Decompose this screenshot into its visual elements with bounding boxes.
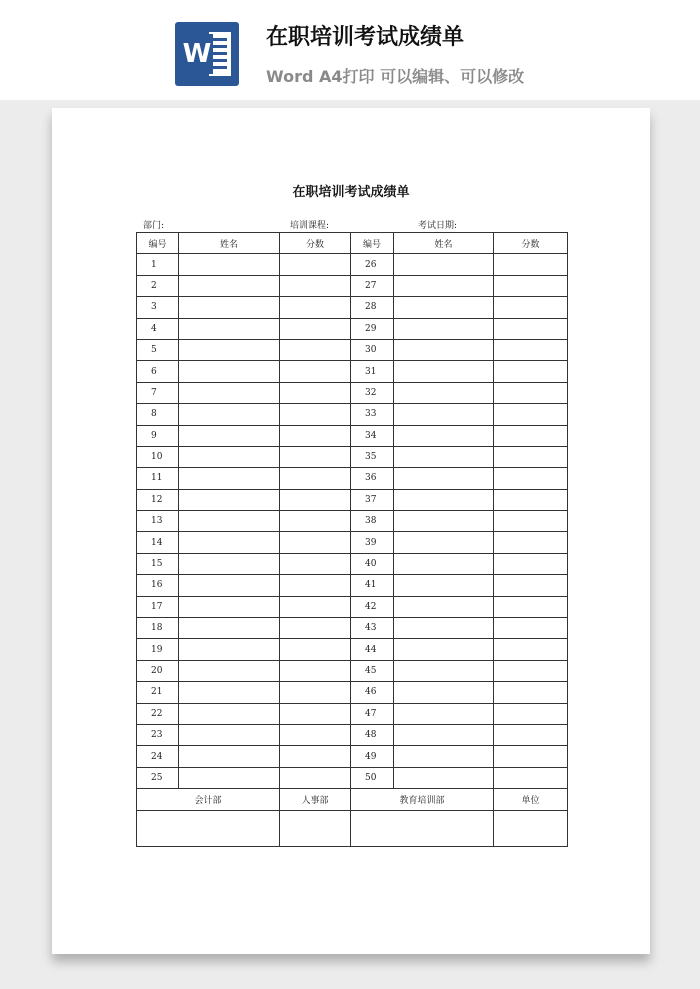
name-cell[interactable] [394,575,494,596]
row-id-right: 30 [351,339,394,360]
signoff-accounting-label: 会计部 [137,789,280,810]
document-title: 在职培训考试成绩单 [292,185,410,200]
score-cell[interactable] [280,724,351,745]
name-cell[interactable] [394,297,494,318]
score-cell[interactable] [494,660,568,681]
score-cell[interactable] [494,275,568,296]
signoff-unit-cell[interactable] [494,810,568,846]
name-cell[interactable] [394,660,494,681]
table-header-row [137,233,568,254]
name-cell[interactable] [394,703,494,724]
name-cell[interactable] [179,618,280,639]
row-id-left: 14 [137,532,179,553]
header-id: 编号 [351,233,394,254]
table-row [137,703,568,724]
row-id-left: 6 [137,361,179,382]
score-cell[interactable] [494,553,568,574]
row-id-right: 34 [351,425,394,446]
row-id-left: 19 [137,639,179,660]
name-cell[interactable] [394,746,494,767]
table-row [137,575,568,596]
table-row [137,425,568,446]
row-id-left: 13 [137,511,179,532]
document-page [52,108,650,954]
score-cell[interactable] [280,297,351,318]
table-row [137,511,568,532]
row-id-left: 9 [137,425,179,446]
table-row [137,660,568,681]
score-cell[interactable] [494,596,568,617]
score-table-body [137,233,568,847]
table-row [137,618,568,639]
signoff-row [137,810,568,846]
signoff-header-row [137,789,568,810]
header-name: 姓名 [394,233,494,254]
score-table [136,232,568,847]
name-cell[interactable] [179,746,280,767]
name-cell[interactable] [179,446,280,467]
banner-subtitle: Word A4打印 可以编辑、可以修改 [266,67,525,86]
row-id-left: 8 [137,404,179,425]
score-cell[interactable] [494,575,568,596]
signoff-training-label: 教育培训部 [351,789,494,810]
name-cell[interactable] [179,425,280,446]
name-cell[interactable] [394,382,494,403]
score-cell[interactable] [494,339,568,360]
score-cell[interactable] [280,703,351,724]
table-row [137,553,568,574]
score-cell[interactable] [280,618,351,639]
score-cell[interactable] [494,361,568,382]
name-cell[interactable] [179,297,280,318]
row-id-left: 1 [137,254,179,275]
row-id-left: 21 [137,682,179,703]
name-cell[interactable] [179,532,280,553]
table-row [137,639,568,660]
name-cell[interactable] [394,254,494,275]
row-id-right: 38 [351,511,394,532]
table-row [137,767,568,788]
name-cell[interactable] [179,596,280,617]
exam-date-label: 考试日期: [418,221,458,231]
row-id-right: 41 [351,575,394,596]
score-cell[interactable] [280,553,351,574]
banner [0,0,700,100]
row-id-right: 29 [351,318,394,339]
name-cell[interactable] [394,511,494,532]
row-id-left: 12 [137,489,179,510]
row-id-left: 4 [137,318,179,339]
row-id-right: 46 [351,682,394,703]
score-cell[interactable] [280,511,351,532]
score-cell[interactable] [494,532,568,553]
name-cell[interactable] [394,618,494,639]
row-id-left: 22 [137,703,179,724]
name-cell[interactable] [179,724,280,745]
row-id-right: 49 [351,746,394,767]
table-row [137,404,568,425]
table-row [137,446,568,467]
score-cell[interactable] [280,404,351,425]
banner-title: 在职培训考试成绩单 [266,25,465,50]
row-id-right: 40 [351,553,394,574]
row-id-right: 32 [351,382,394,403]
score-cell[interactable] [280,468,351,489]
score-cell[interactable] [494,468,568,489]
table-row [137,682,568,703]
row-id-right: 33 [351,404,394,425]
score-cell[interactable] [494,703,568,724]
row-id-right: 28 [351,297,394,318]
name-cell[interactable] [179,275,280,296]
name-cell[interactable] [179,639,280,660]
row-id-left: 25 [137,767,179,788]
table-row [137,361,568,382]
score-cell[interactable] [280,339,351,360]
name-cell[interactable] [394,639,494,660]
header-score: 分数 [280,233,351,254]
score-cell[interactable] [494,382,568,403]
table-row [137,468,568,489]
signoff-hr-label: 人事部 [280,789,351,810]
name-cell[interactable] [394,596,494,617]
row-id-right: 48 [351,724,394,745]
row-id-right: 45 [351,660,394,681]
row-id-right: 31 [351,361,394,382]
row-id-right: 36 [351,468,394,489]
score-cell[interactable] [280,746,351,767]
name-cell[interactable] [394,468,494,489]
row-id-left: 20 [137,660,179,681]
table-row [137,254,568,275]
name-cell[interactable] [394,275,494,296]
row-id-left: 17 [137,596,179,617]
table-row [137,746,568,767]
score-cell[interactable] [280,254,351,275]
name-cell[interactable] [179,254,280,275]
name-cell[interactable] [179,361,280,382]
name-cell[interactable] [179,511,280,532]
score-cell[interactable] [494,297,568,318]
name-cell[interactable] [394,724,494,745]
score-cell[interactable] [494,404,568,425]
score-cell[interactable] [494,511,568,532]
word-letter: W [181,34,213,74]
header-score: 分数 [494,233,568,254]
score-cell[interactable] [280,682,351,703]
name-cell[interactable] [179,767,280,788]
signoff-accounting-cell[interactable] [137,810,280,846]
score-cell[interactable] [494,446,568,467]
score-cell[interactable] [494,618,568,639]
score-cell[interactable] [494,746,568,767]
row-id-right: 35 [351,446,394,467]
row-id-left: 3 [137,297,179,318]
word-icon [175,22,239,86]
table-row [137,724,568,745]
table-row [137,532,568,553]
name-cell[interactable] [179,339,280,360]
name-cell[interactable] [394,361,494,382]
row-id-left: 2 [137,275,179,296]
table-row [137,318,568,339]
name-cell[interactable] [394,532,494,553]
name-cell[interactable] [179,703,280,724]
table-row [137,275,568,296]
table-row [137,297,568,318]
table-row [137,339,568,360]
name-cell[interactable] [394,339,494,360]
row-id-left: 18 [137,618,179,639]
signoff-unit-label: 单位 [494,789,568,810]
score-cell[interactable] [494,682,568,703]
table-row [137,596,568,617]
score-cell[interactable] [494,254,568,275]
row-id-right: 42 [351,596,394,617]
name-cell[interactable] [179,575,280,596]
signoff-training-cell[interactable] [351,810,494,846]
name-cell[interactable] [179,553,280,574]
score-cell[interactable] [280,575,351,596]
row-id-right: 26 [351,254,394,275]
score-cell[interactable] [494,425,568,446]
score-cell[interactable] [494,767,568,788]
name-cell[interactable] [394,489,494,510]
name-cell[interactable] [394,682,494,703]
row-id-left: 24 [137,746,179,767]
row-id-right: 47 [351,703,394,724]
score-cell[interactable] [280,382,351,403]
signoff-hr-cell[interactable] [280,810,351,846]
table-row [137,489,568,510]
score-cell[interactable] [280,639,351,660]
name-cell[interactable] [179,489,280,510]
name-cell[interactable] [394,767,494,788]
row-id-left: 23 [137,724,179,745]
name-cell[interactable] [394,446,494,467]
score-cell[interactable] [494,318,568,339]
score-cell[interactable] [280,489,351,510]
header-id: 编号 [137,233,179,254]
table-row [137,382,568,403]
score-cell[interactable] [280,660,351,681]
score-cell[interactable] [280,361,351,382]
course-label: 培训课程: [290,221,330,231]
name-cell[interactable] [179,682,280,703]
score-cell[interactable] [494,639,568,660]
row-id-right: 44 [351,639,394,660]
row-id-left: 7 [137,382,179,403]
score-cell[interactable] [280,318,351,339]
row-id-right: 39 [351,532,394,553]
name-cell[interactable] [179,660,280,681]
score-cell[interactable] [280,425,351,446]
name-cell[interactable] [394,318,494,339]
name-cell[interactable] [394,425,494,446]
row-id-right: 27 [351,275,394,296]
header-name: 姓名 [179,233,280,254]
row-id-left: 11 [137,468,179,489]
row-id-left: 5 [137,339,179,360]
name-cell[interactable] [179,468,280,489]
row-id-right: 37 [351,489,394,510]
row-id-right: 50 [351,767,394,788]
name-cell[interactable] [179,382,280,403]
row-id-left: 10 [137,446,179,467]
name-cell[interactable] [394,404,494,425]
score-cell[interactable] [494,724,568,745]
name-cell[interactable] [179,318,280,339]
score-cell[interactable] [280,596,351,617]
score-cell[interactable] [280,275,351,296]
score-cell[interactable] [280,446,351,467]
row-id-left: 16 [137,575,179,596]
score-cell[interactable] [280,532,351,553]
score-cell[interactable] [280,767,351,788]
row-id-right: 43 [351,618,394,639]
name-cell[interactable] [394,553,494,574]
row-id-left: 15 [137,553,179,574]
score-cell[interactable] [494,489,568,510]
name-cell[interactable] [179,404,280,425]
department-label: 部门: [143,221,165,231]
